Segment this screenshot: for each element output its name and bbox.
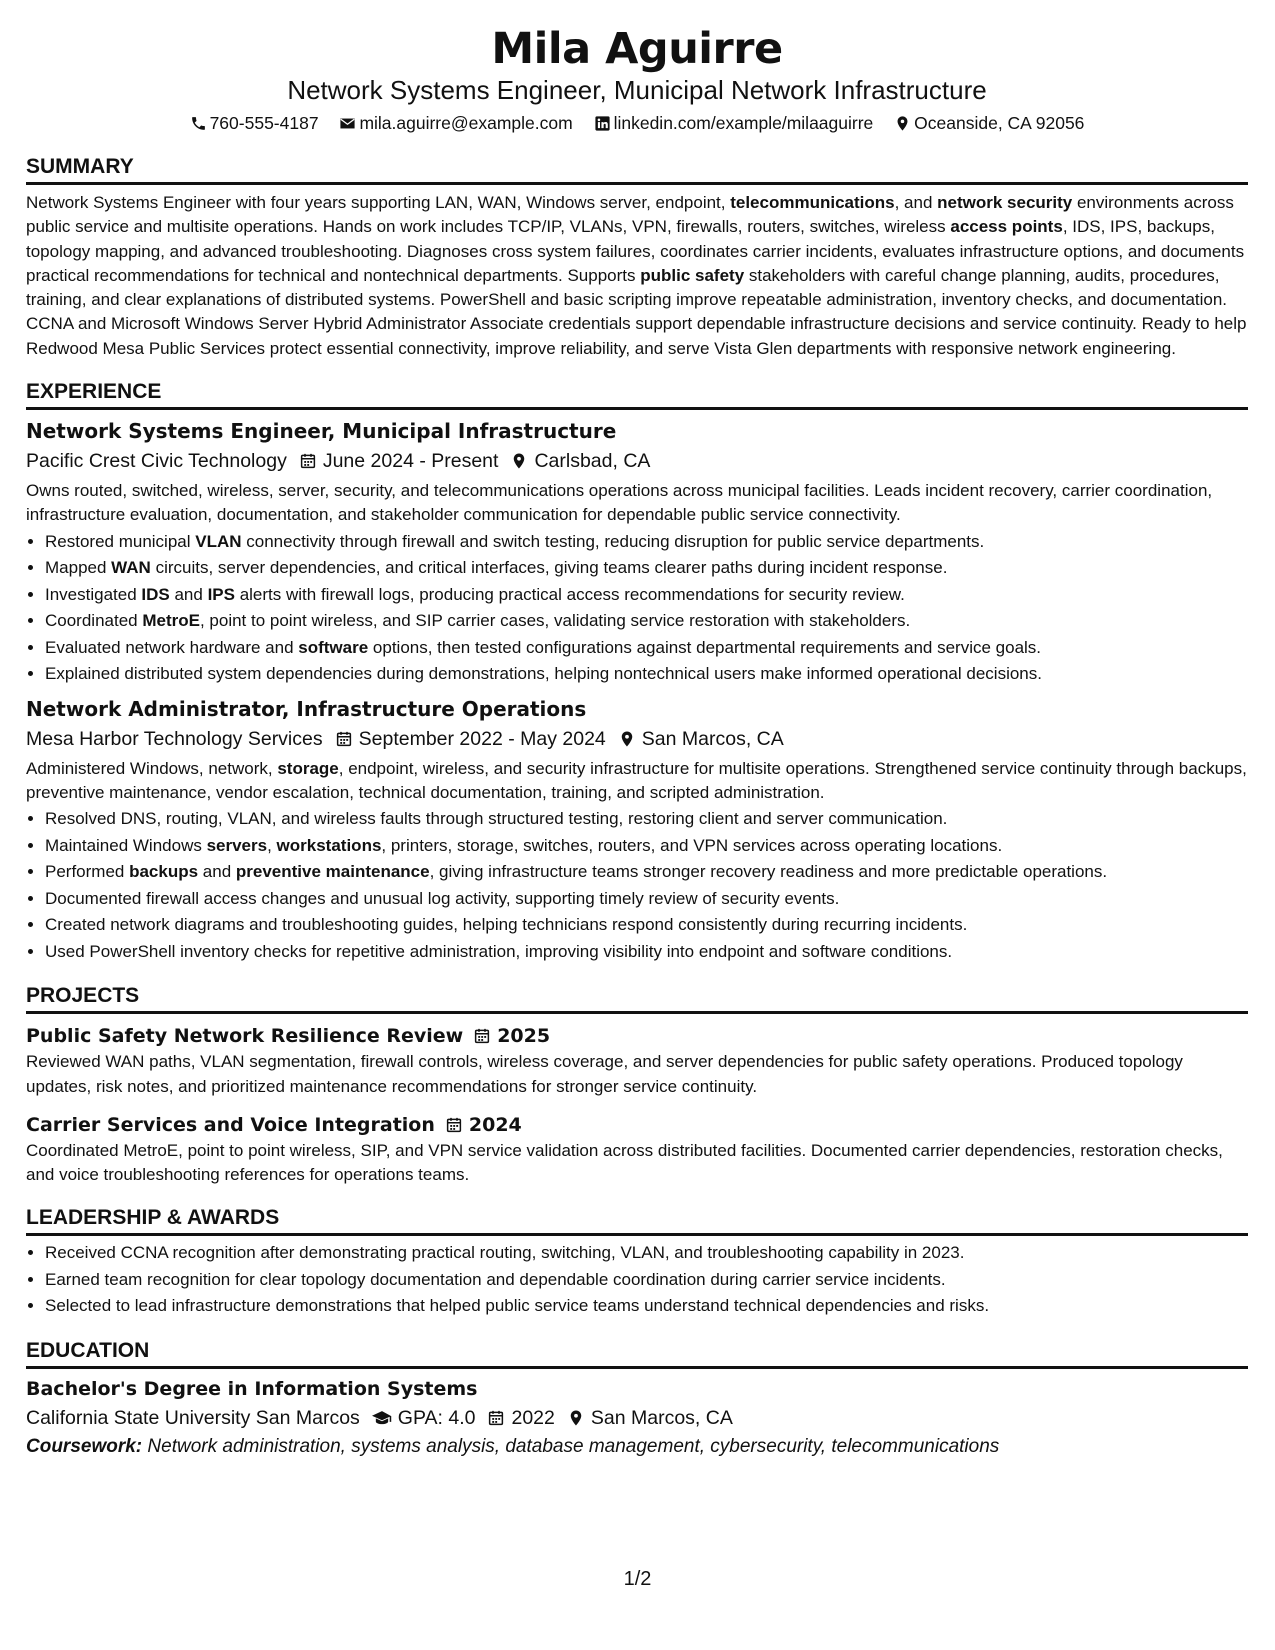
summary-heading: SUMMARY (26, 154, 1248, 185)
candidate-name: Mila Aguirre (491, 24, 783, 74)
job-meta (26, 446, 1248, 476)
contact-bar (26, 110, 1248, 136)
calendar-icon (335, 730, 353, 748)
project-year: 2024 (468, 1113, 522, 1136)
list-item: • Mapped WAN circuits, server dependencies, and critical interfaces, giving teams clearer paths during incident response. (45, 555, 1248, 582)
candidate-headline: Network Systems Engineer, Municipal Network Infrastructure (287, 75, 987, 105)
map-pin-icon (618, 730, 636, 748)
job-location: Carlsbad, CA (534, 450, 651, 473)
school-name: California State University San Marcos (26, 1406, 360, 1429)
education-meta (26, 1403, 1248, 1433)
leadership-section (26, 1205, 1248, 1320)
job-bullets (26, 529, 1248, 688)
coursework-label: Coursework: (26, 1435, 143, 1457)
calendar-icon (487, 1409, 505, 1427)
job-title: Network Administrator, Infrastructure Operations (26, 696, 587, 721)
school-location: San Marcos, CA (590, 1406, 733, 1429)
job-entry (26, 694, 1248, 966)
degree-title: Bachelor's Degree in Information Systems (26, 1377, 478, 1400)
contact-linkedin[interactable] (594, 110, 874, 136)
education-heading: EDUCATION (26, 1338, 1248, 1369)
summary-text: Network Systems Engineer with four years supporting LAN, WAN, Windows server, endpoint, telecommunications, and network security environments across public service and multisite operations. Hands on work includes TCP/IP, VLANs, VPN, firewalls, routers, switches, wireless access points, IDS, IPS, backups, topology mapping, and advanced troubleshooting. Diagnoses cross system failures, coordinates carrier incidents, evaluates infrastructure options, and documents practical recommendations for technical and nontechnical departments. Supports public safety stakeholders with careful change planning, audits, procedures, training, and clear explanations of distributed systems. PowerShell and basic scripting improve repeatable administration, inventory checks, and documentation. CCNA and Microsoft Windows Server Hybrid Administrator Associate credentials support dependable infrastructure decisions and service continuity. Ready to help Redwood Mesa Public Services protect essential connectivity, improve reliability, and serve Vista Glen departments with responsive network engineering. (26, 193, 1247, 358)
list-item: • Resolved DNS, routing, VLAN, and wireless faults through structured testing, restoring client and server communication. (45, 806, 1248, 833)
linkedin-text: linkedin.com/example/milaaguirre (613, 113, 874, 133)
phone-text: 760-555-4187 (209, 113, 319, 133)
envelope-icon (339, 115, 356, 132)
resume-page (26, 24, 1248, 1461)
project-entry (26, 1022, 1248, 1099)
map-pin-icon (567, 1409, 585, 1427)
education-section (26, 1338, 1248, 1461)
job-bullets (26, 806, 1248, 965)
page-number: 1/2 (623, 1568, 652, 1590)
location-text: Oceanside, CA 92056 (914, 113, 1085, 133)
map-pin-icon (510, 452, 528, 470)
list-item: • Evaluated network hardware and software options, then tested configurations against departmental requirements and service goals. (45, 635, 1248, 662)
calendar-icon (473, 1027, 491, 1045)
list-item: • Explained distributed system dependencies during demonstrations, helping nontechnical users make informed operational decisions. (45, 661, 1248, 688)
projects-heading: PROJECTS (26, 983, 1248, 1014)
project-year: 2025 (497, 1025, 551, 1048)
experience-section (26, 379, 1248, 965)
job-dates: September 2022 - May 2024 (358, 727, 606, 750)
job-meta (26, 724, 1248, 754)
list-item: • Received CCNA recognition after demonstrating practical routing, switching, VLAN, and troubleshooting capability in 2023. (45, 1240, 1248, 1267)
project-title-row (26, 1111, 1248, 1139)
list-item: • Earned team recognition for clear topology documentation and dependable coordination during carrier service incidents. (45, 1267, 1248, 1294)
leadership-heading: LEADERSHIP & AWARDS (26, 1205, 1248, 1236)
job-dates: June 2024 - Present (322, 450, 499, 473)
list-item: • Used PowerShell inventory checks for repetitive administration, improving visibility into endpoint and software conditions. (45, 939, 1248, 966)
job-location: San Marcos, CA (641, 727, 784, 750)
summary-section (26, 154, 1248, 361)
projects-section (26, 983, 1248, 1187)
experience-heading: EXPERIENCE (26, 379, 1248, 410)
job-entry (26, 416, 1248, 688)
project-description: Coordinated MetroE, point to point wireless, SIP, and VPN service validation across distributed facilities. Documented carrier dependencies, restoration checks, and voice troubleshooting references for operations teams. (26, 1140, 1223, 1185)
project-title: Public Safety Network Resilience Review (26, 1025, 464, 1048)
contact-email[interactable] (339, 110, 572, 136)
job-company: Pacific Crest Civic Technology (26, 450, 287, 473)
coursework (26, 1433, 1248, 1461)
list-item: • Selected to lead infrastructure demonstrations that helped public service teams understand technical dependencies and risks. (45, 1293, 1248, 1320)
graduation-year: 2022 (511, 1406, 555, 1429)
email-text: mila.aguirre@example.com (359, 113, 573, 133)
phone-icon (190, 115, 207, 132)
coursework-list: Network administration, systems analysis, database management, cybersecurity, telecommunications (142, 1435, 1000, 1457)
list-item: • Restored municipal VLAN connectivity through firewall and switch testing, reducing disruption for public service departments. (45, 529, 1248, 556)
calendar-icon (445, 1116, 463, 1134)
contact-location (894, 110, 1084, 136)
project-entry (26, 1111, 1248, 1188)
project-description: Reviewed WAN paths, VLAN segmentation, firewall controls, wireless coverage, and server dependencies for public safety operations. Produced topology updates, risk notes, and prioritized maintenance recommendations for stronger service continuity. (26, 1052, 1183, 1096)
job-title: Network Systems Engineer, Municipal Infrastructure (26, 419, 617, 444)
list-item: • Performed backups and preventive maintenance, giving infrastructure teams stronger recovery readiness and more predictable operations. (45, 859, 1248, 886)
project-title: Carrier Services and Voice Integration (26, 1113, 435, 1136)
project-title-row (26, 1022, 1248, 1050)
job-description: Owns routed, switched, wireless, server, security, and telecommunications operations across municipal facilities. Leads incident recovery, carrier coordination, infrastructure evaluation, documentation, and stakeholder communication for dependable public service connectivity. (26, 481, 1213, 525)
linkedin-icon (594, 115, 611, 132)
job-company: Mesa Harbor Technology Services (26, 727, 323, 750)
contact-phone[interactable] (190, 110, 319, 136)
leadership-bullets (26, 1240, 1248, 1320)
list-item: • Coordinated MetroE, point to point wireless, and SIP carrier cases, validating service restoration with stakeholders. (45, 608, 1248, 635)
job-description: Administered Windows, network, storage, endpoint, wireless, and security infrastructure for multisite operations. Strengthened service continuity through backups, preventive maintenance, vendor escalation, technical documentation, training, and scripted administration. (26, 758, 1247, 802)
list-item: • Documented firewall access changes and unusual log activity, supporting timely review of security events. (45, 886, 1248, 913)
list-item: • Created network diagrams and troubleshooting guides, helping technicians respond consistently during recurring incidents. (45, 912, 1248, 939)
list-item: • Maintained Windows servers, workstations, printers, storage, switches, routers, and VPN services across operating locations. (45, 833, 1248, 860)
map-pin-icon (894, 115, 911, 132)
list-item: • Investigated IDS and IPS alerts with firewall logs, producing practical access recommendations for security review. (45, 582, 1248, 609)
calendar-icon (299, 452, 317, 470)
graduation-cap-icon (372, 1409, 392, 1427)
gpa-text: GPA: 4.0 (397, 1406, 476, 1429)
